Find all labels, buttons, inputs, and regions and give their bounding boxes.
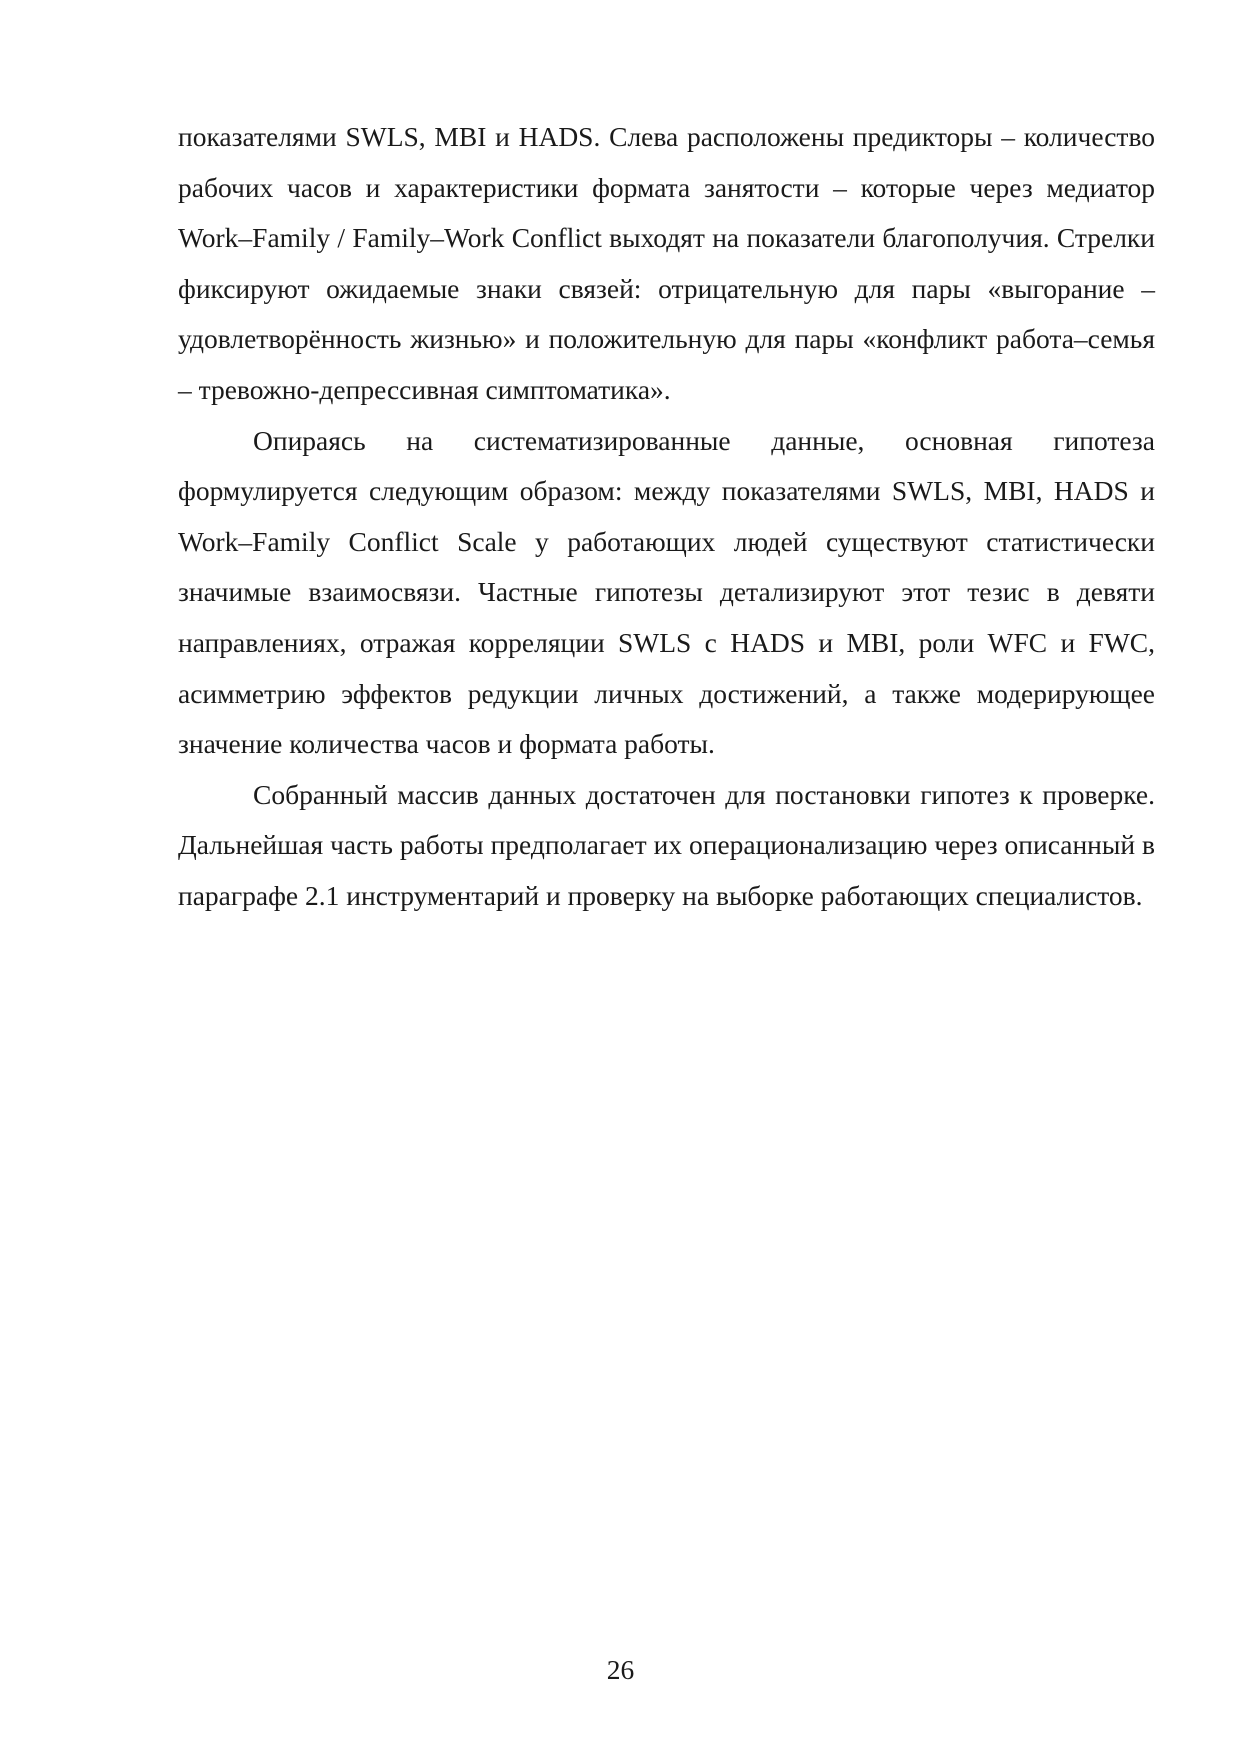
paragraph-2: Опираясь на систематизированные данные, основная гипотеза формулируется следующим образом: между показателями SWLS, MBI, HADS и Work–Family Conflict Scale у работающих людей существуют статистически значимые взаимосвязи. Частные гипотезы детализируют этот тезис в девяти направлениях, отражая корреляции SWLS с HADS и MBI, роли WFC и FWC, асимметрию эффектов редукции личных достижений, а также модерирующее значение количества часов и формата работы. <box>178 424 1155 760</box>
page-body <box>178 112 1155 922</box>
paragraph-1: показателями SWLS, MBI и HADS. Слева расположены предикторы – количество рабочих часов и характеристики формата занятости – которые через медиатор Work–Family / Family–Work Conflict выходят на показатели благополучия. Стрелки фиксируют ожидаемые знаки связей: отрицательную для пары «выгорание – удовлетворённость жизнью» и положительную для пары «конфликт работа–семья – тревожно-депрессивная симптоматика». <box>178 121 1155 405</box>
paragraph-3: Собранный массив данных достаточен для постановки гипотез к проверке. Дальнейшая часть работы предполагает их операционализацию через описанный в параграфе 2.1 инструментарий и проверку на выборке работающих специалистов. <box>178 778 1155 911</box>
page-number: 26 <box>606 1654 635 1685</box>
